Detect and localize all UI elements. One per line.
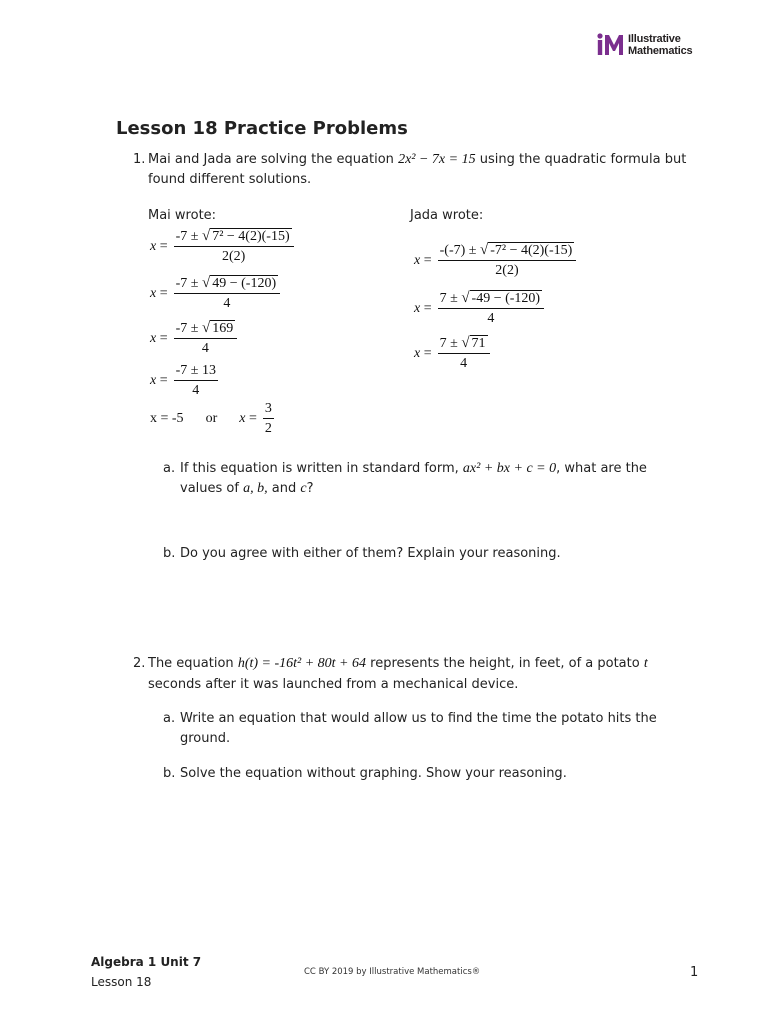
problem-1-part-a-line-2 (180, 479, 313, 499)
mai-final: x = -5 or x = $\frac{3}{2}$ (150, 401, 272, 436)
radicand: 169 (212, 321, 234, 336)
variable-t: t (643, 656, 648, 671)
mai-solution-1: x = -5 (150, 410, 184, 426)
problem-2-intro-text: The equation (148, 656, 234, 671)
variable-c: c (300, 481, 307, 496)
logo-wordmark (628, 33, 692, 57)
mai-label: Mai wrote: (148, 208, 217, 223)
radicand: 7² − 4(2)(-15) (212, 229, 290, 244)
footer-course: Algebra 1 Unit 7 (91, 955, 202, 969)
jada-label: Jada wrote: (410, 208, 484, 223)
page-number: 1 (690, 965, 699, 980)
illustrative-mathematics-logo (596, 33, 706, 59)
radicand: -49 − (-120) (471, 291, 541, 306)
mai-step-3: x = $\frac{-7 \pm √ 169}{4}$ (150, 320, 237, 357)
mai-step-2: x = $\frac{-7 \pm √ 49 - (-120)}{4}$ (150, 275, 280, 312)
problem-2-part-a-letter: a. (163, 711, 176, 726)
part-a-line2-text: values of (180, 481, 239, 496)
mai-step-4: x = $\frac{-7 \pm 13}{4}$ (150, 363, 216, 398)
im-logo-icon (596, 33, 626, 57)
problem-2-intro-line-2: seconds after it was launched from a mechanical device. (148, 677, 519, 692)
problem-1-part-b-letter: b. (163, 546, 176, 561)
problem-2-number: 2. (133, 656, 146, 671)
logo-line-1: Illustrative (628, 33, 681, 45)
part-a-and: and (271, 481, 297, 496)
standard-form-equation: ax² + bx + c = 0 (462, 461, 557, 476)
problem-1-part-a-letter: a. (163, 461, 176, 476)
part-a-text-after: , what are the (556, 461, 647, 476)
problem-1-intro-text: Mai and Jada are solving the equation (148, 152, 394, 167)
problem-2-intro-text-after: represents the height, in feet, of a potato (370, 656, 640, 671)
part-a-text: If this equation is written in standard form, (180, 461, 459, 476)
part-a-question-mark: ? (306, 481, 314, 496)
height-equation: h(t) = -16t² + 80t + 64 (237, 656, 367, 671)
problem-1-equation: 2x² − 7x = 15 (398, 152, 476, 167)
problem-1-intro-line-2: found different solutions. (148, 172, 312, 187)
radicand: 49 − (-120) (212, 276, 277, 291)
logo-line-2: Mathematics (628, 45, 693, 57)
radicand: -7² − 4(2)(-15) (490, 243, 573, 258)
radicand: 71 (471, 336, 486, 351)
jada-step-3: x = $\frac{7 \pm √ 71}{4}$ (414, 335, 490, 372)
footer-license: CC BY 2019 by Illustrative Mathematics® (304, 967, 481, 977)
variables-ab: a, b, (243, 481, 268, 496)
problem-1-part-a-line-1 (180, 459, 647, 479)
problem-2-part-a-line-1: Write an equation that would allow us to find the time the potato hits the (180, 711, 657, 726)
problem-1-number: 1. (133, 152, 146, 167)
problem-2-part-b-letter: b. (163, 766, 176, 781)
problem-2-part-a-line-2: ground. (180, 731, 231, 746)
problem-1-intro-text-after: using the quadratic formula but (479, 152, 687, 167)
problem-1-intro-line-1 (148, 150, 686, 170)
jada-step-1: x = $\frac{\text{-(-7) ± √ -7² − 4(2)(-15)}}{2(2)}$ (414, 242, 576, 279)
footer-lesson: Lesson 18 (91, 975, 152, 989)
or-word: or (205, 410, 218, 426)
problem-2-intro-line-1 (148, 654, 648, 674)
page-title: Lesson 18 Practice Problems (116, 118, 408, 139)
mai-step-1: x = $\frac{\text{-7 ± √ 7² − 4(2)(-15)}}{2(2)}$ (150, 228, 294, 265)
jada-step-2: x = $\frac{7 \pm √ -49 - (-120)}{4}$ (414, 290, 544, 327)
problem-2-part-b-text: Solve the equation without graphing. Show your reasoning. (180, 766, 567, 781)
problem-1-part-b-text: Do you agree with either of them? Explain your reasoning. (180, 546, 561, 561)
